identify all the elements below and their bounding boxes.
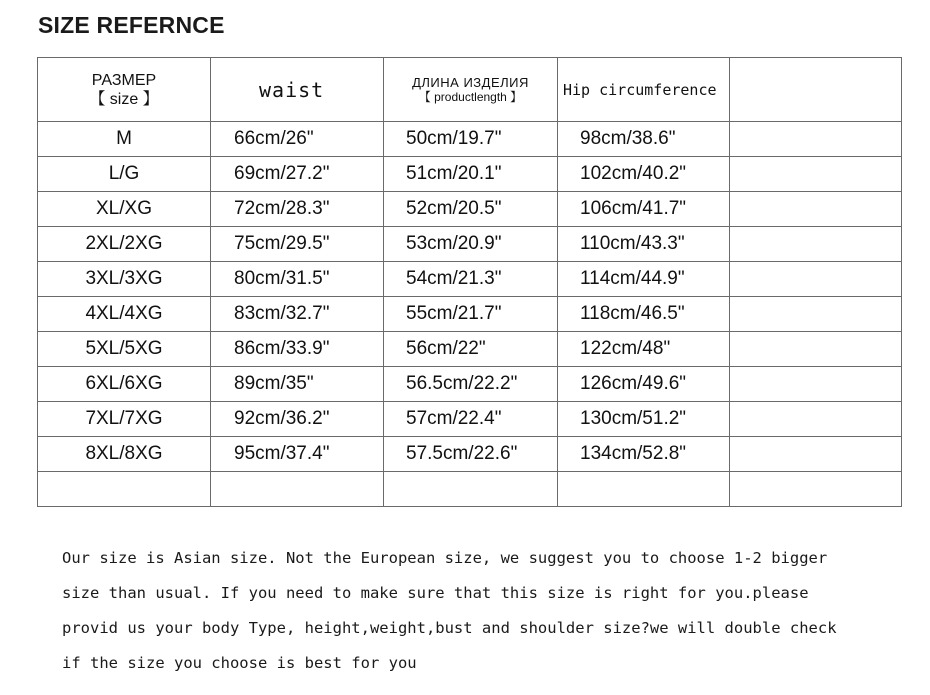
table-header-row (38, 58, 902, 122)
waist-cell: 69cm/27.2" (211, 157, 384, 192)
length-cell: 53cm/20.9" (384, 227, 558, 262)
extra-cell (730, 402, 902, 437)
extra-cell (730, 157, 902, 192)
extra-cell (730, 192, 902, 227)
table-row (38, 402, 902, 437)
header-length (384, 58, 558, 122)
empty-cell (211, 472, 384, 507)
note-line-2: size than usual. If you need to make sure that this size is right for you.please (62, 584, 809, 602)
length-cell: 51cm/20.1" (384, 157, 558, 192)
table-row (38, 192, 902, 227)
header-size-ru: РАЗМЕР (91, 71, 157, 89)
waist-cell: 92cm/36.2" (211, 402, 384, 437)
empty-row (38, 472, 902, 507)
hip-cell: 98cm/38.6" (558, 122, 730, 157)
hip-cell: 134cm/52.8" (558, 437, 730, 472)
note-line-3: provid us your body Type, height,weight,bust and shoulder size?we will double check (62, 619, 837, 637)
waist-cell: 86cm/33.9" (211, 332, 384, 367)
page-title: SIZE REFERNCE (38, 12, 225, 38)
length-cell: 56.5cm/22.2" (384, 367, 558, 402)
table-row (38, 262, 902, 297)
size-cell: 7XL/7XG (38, 402, 211, 437)
size-cell: L/G (38, 157, 211, 192)
waist-cell: 95cm/37.4" (211, 437, 384, 472)
length-cell: 57.5cm/22.6" (384, 437, 558, 472)
header-extra (730, 58, 902, 122)
table-row (38, 437, 902, 472)
table-row (38, 367, 902, 402)
length-cell: 54cm/21.3" (384, 262, 558, 297)
size-cell: 5XL/5XG (38, 332, 211, 367)
header-length-ru: ДЛИНА ИЗДЕЛИЯ (412, 74, 529, 90)
size-cell: 8XL/8XG (38, 437, 211, 472)
length-cell: 52cm/20.5" (384, 192, 558, 227)
length-cell: 57cm/22.4" (384, 402, 558, 437)
note-line-4: if the size you choose is best for you (62, 654, 417, 672)
size-cell: XL/XG (38, 192, 211, 227)
empty-cell (38, 472, 211, 507)
waist-cell: 72cm/28.3" (211, 192, 384, 227)
waist-cell: 80cm/31.5" (211, 262, 384, 297)
waist-cell: 66cm/26" (211, 122, 384, 157)
hip-cell: 126cm/49.6" (558, 367, 730, 402)
hip-cell: 122cm/48" (558, 332, 730, 367)
size-cell: 6XL/6XG (38, 367, 211, 402)
table-row (38, 122, 902, 157)
size-chart-body (38, 58, 902, 507)
size-chart-table (37, 57, 902, 507)
extra-cell (730, 332, 902, 367)
length-cell: 55cm/21.7" (384, 297, 558, 332)
hip-cell: 102cm/40.2" (558, 157, 730, 192)
header-size (38, 58, 211, 122)
length-cell: 50cm/19.7" (384, 122, 558, 157)
table-row (38, 227, 902, 262)
hip-cell: 114cm/44.9" (558, 262, 730, 297)
size-cell: M (38, 122, 211, 157)
size-cell: 2XL/2XG (38, 227, 211, 262)
waist-cell: 75cm/29.5" (211, 227, 384, 262)
waist-cell: 83cm/32.7" (211, 297, 384, 332)
header-waist: waist (211, 58, 384, 122)
hip-cell: 106cm/41.7" (558, 192, 730, 227)
extra-cell (730, 262, 902, 297)
extra-cell (730, 227, 902, 262)
table-row (38, 297, 902, 332)
table-row (38, 332, 902, 367)
waist-cell: 89cm/35" (211, 367, 384, 402)
empty-cell (730, 472, 902, 507)
empty-cell (384, 472, 558, 507)
empty-cell (558, 472, 730, 507)
header-hip: Hip circumference (558, 58, 730, 122)
note-line-1: Our size is Asian size. Not the European size, we suggest you to choose 1-2 bigger (62, 549, 828, 567)
extra-cell (730, 437, 902, 472)
hip-cell: 130cm/51.2" (558, 402, 730, 437)
size-note (62, 541, 912, 681)
size-cell: 4XL/4XG (38, 297, 211, 332)
size-cell: 3XL/3XG (38, 262, 211, 297)
hip-cell: 110cm/43.3" (558, 227, 730, 262)
extra-cell (730, 122, 902, 157)
header-length-en: 【 productlength 】 (418, 89, 523, 104)
length-cell: 56cm/22" (384, 332, 558, 367)
extra-cell (730, 297, 902, 332)
table-row (38, 157, 902, 192)
extra-cell (730, 367, 902, 402)
hip-cell: 118cm/46.5" (558, 297, 730, 332)
header-size-en: 【 size 】 (89, 90, 159, 108)
